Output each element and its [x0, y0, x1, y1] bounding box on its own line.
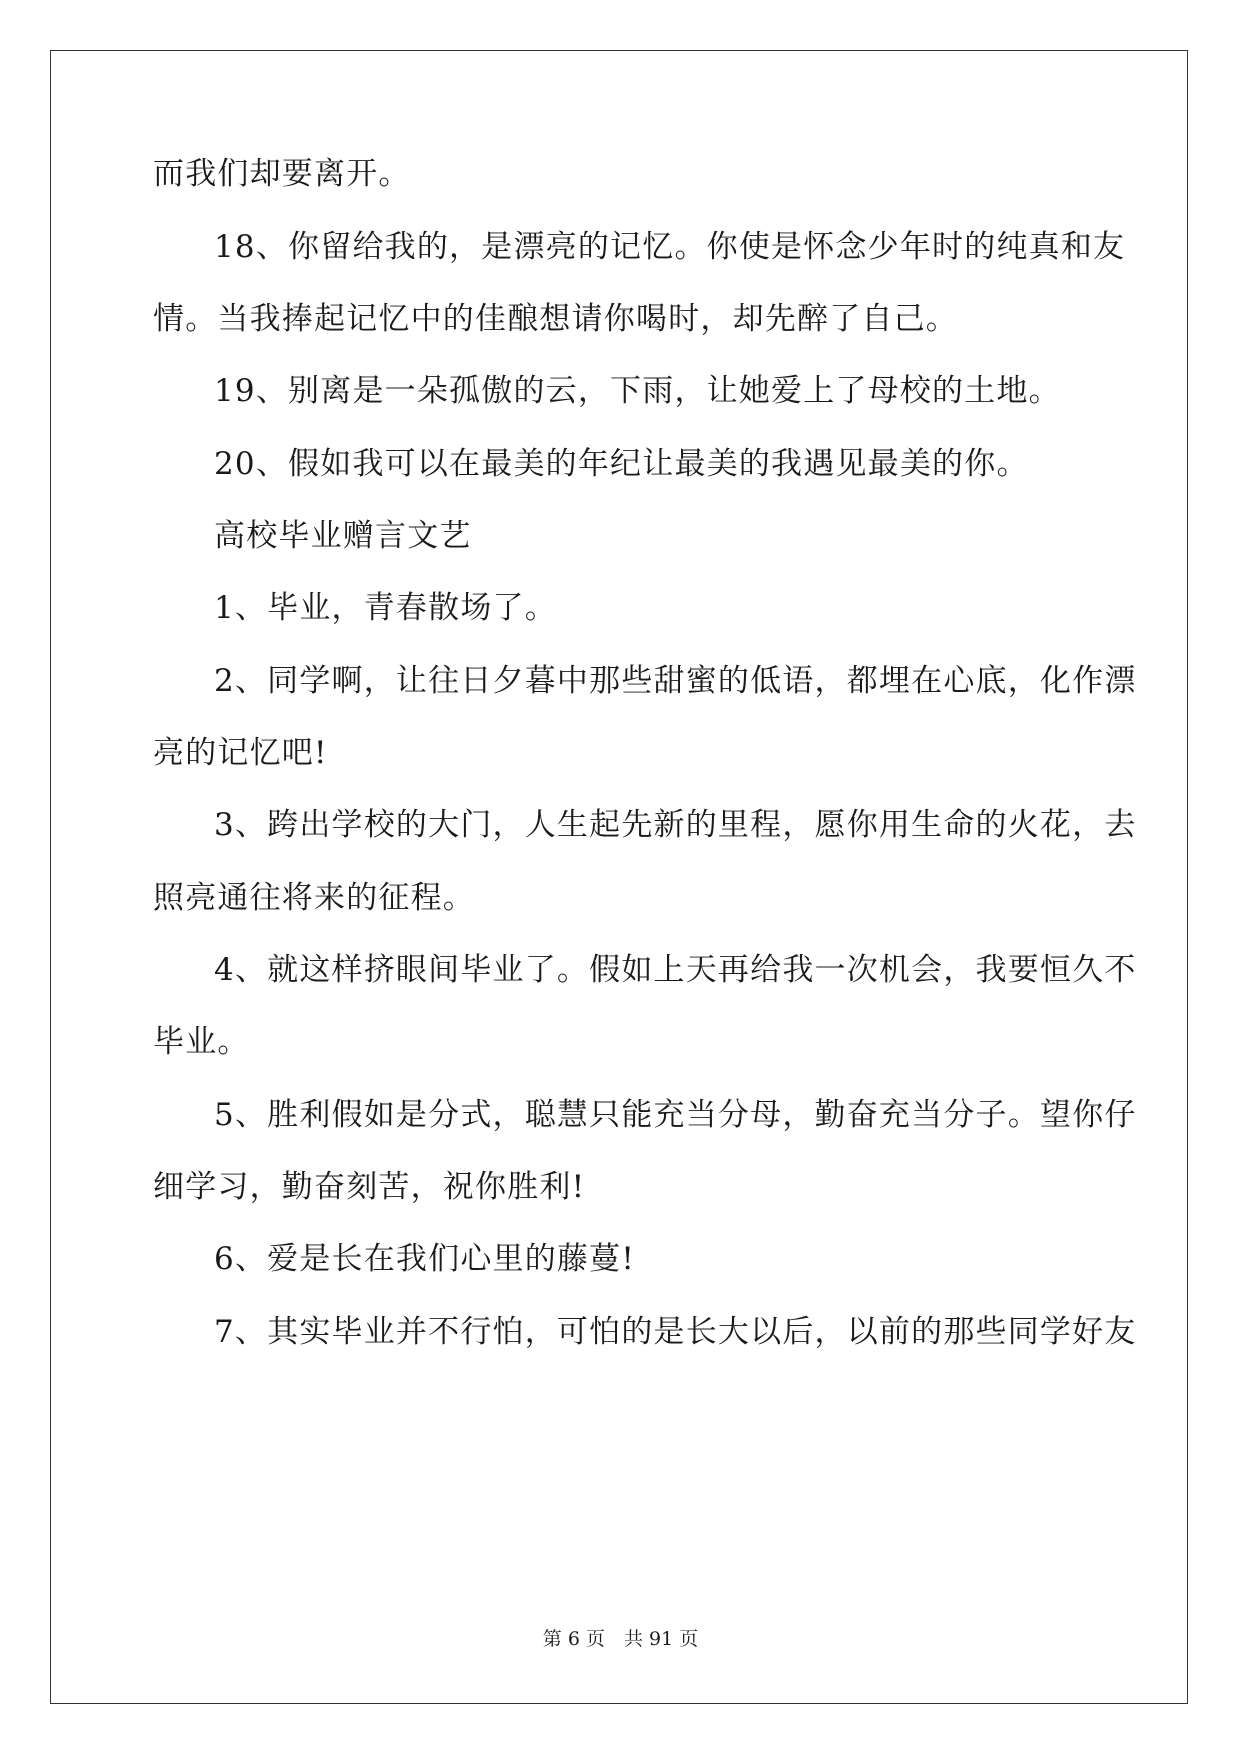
text-line: 2、同学啊，让往日夕暮中那些甜蜜的低语，都埋在心底，化作漂: [214, 663, 1137, 699]
page-number-footer: 第 6 页 共 91 页: [542, 1628, 699, 1650]
text-line: 3、跨出学校的大门，人生起先新的里程，愿你用生命的火花，去: [214, 807, 1137, 843]
text-line: 照亮通往将来的征程。: [153, 880, 475, 916]
text-line: 1、毕业，青春散场了。: [214, 590, 557, 626]
text-line: 亮的记忆吧!: [153, 735, 328, 771]
text-line: 而我们却要离开。: [153, 156, 411, 192]
section-heading: 高校毕业赠言文艺: [214, 518, 472, 554]
text-line: 6、爱是长在我们心里的藤蔓!: [214, 1241, 635, 1277]
text-line: 18、你留给我的，是漂亮的记忆。你使是怀念少年时的纯真和友: [214, 229, 1126, 265]
text-line: 19、别离是一朵孤傲的云，下雨，让她爱上了母校的土地。: [214, 373, 1061, 409]
text-line: 4、就这样挤眼间毕业了。假如上天再给我一次机会，我要恒久不: [214, 952, 1137, 988]
text-line: 情。当我捧起记忆中的佳酿想请你喝时，却先醉了自己。: [153, 301, 958, 337]
text-line: 细学习，勤奋刻苦，祝你胜利!: [153, 1169, 586, 1205]
text-line: 20、假如我可以在最美的年纪让最美的我遇见最美的你。: [214, 446, 1029, 482]
text-line: 毕业。: [153, 1024, 250, 1060]
text-line: 5、胜利假如是分式，聪慧只能充当分母，勤奋充当分子。望你仔: [214, 1097, 1137, 1133]
text-line: 7、其实毕业并不行怕，可怕的是长大以后，以前的那些同学好友: [214, 1314, 1137, 1350]
